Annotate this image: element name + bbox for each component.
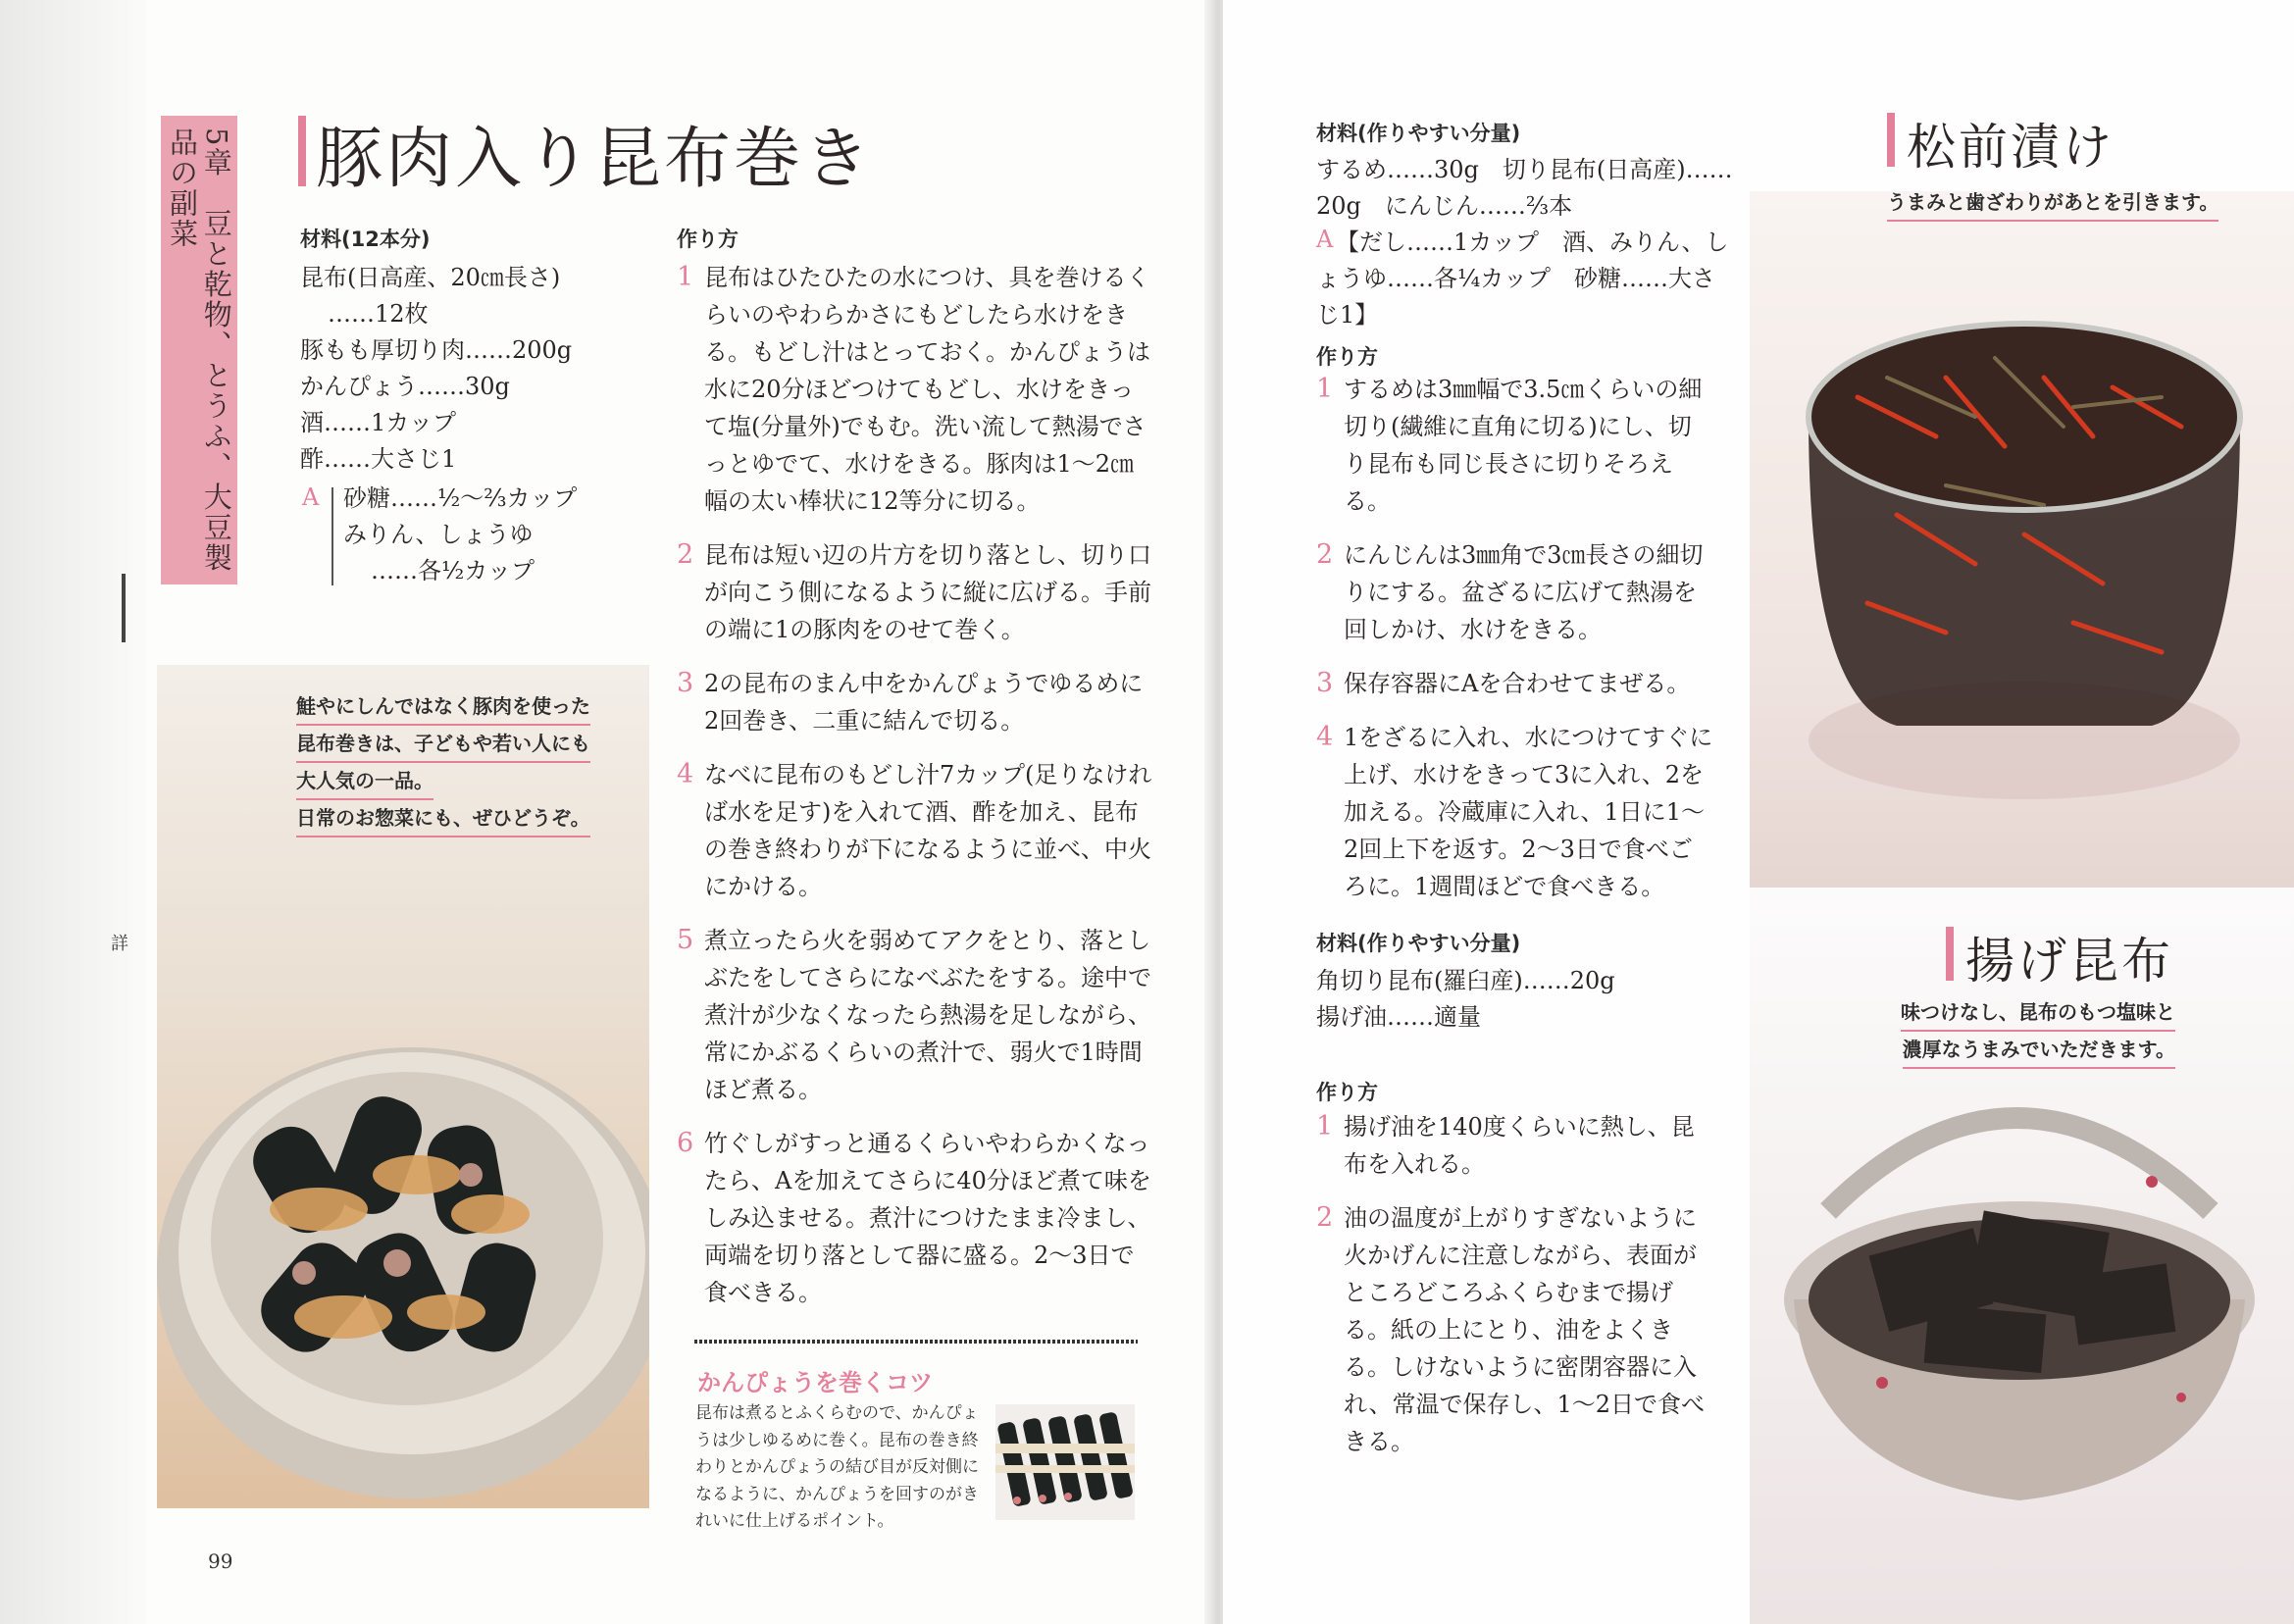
ingredient-item: かんぴょう……30g (300, 373, 510, 400)
step-text: なべに昆布のもどし汁7カップ(足りなければ水を足す)を入れて酒、酢を加え、昆布の巻き終わりが下になるように並べ、中火にかける。 (704, 761, 1152, 900)
step-number: 2 (1316, 539, 1334, 570)
ingredient-item: 揚げ油……適量 (1316, 1003, 1481, 1031)
recipe-title-pork-kombu: 豚肉入り昆布巻き (316, 121, 874, 198)
step-number: 5 (677, 925, 694, 955)
seasoning-item: みりん、しょうゆ (343, 521, 534, 548)
step-text: 1をざるに入れ、水につけてすぐに上げ、水けをきって3に入れ、2を加える。冷蔵庫に入れ、1日に1～2回上下を返す。2～3日で食べごろに。1週間ほどで食べきる。 (1344, 724, 1713, 900)
step-number: 1 (677, 262, 694, 292)
step-text: 昆布は短い辺の片方を切り落とし、切り口が向こう側になるように縦に広げる。手前の端に1の豚肉をのせて巻く。 (704, 541, 1151, 643)
method-step (1316, 665, 1713, 702)
step-number: 4 (677, 759, 694, 789)
ingredients-heading: 材料(作りやすい分量) (1316, 932, 1521, 955)
method-step (1316, 1199, 1713, 1460)
method-step (677, 756, 1152, 905)
tagline-line: 昆布巻きは、子どもや若い人にも (296, 726, 590, 763)
tagline-line: 大人気の一品。 (296, 763, 433, 800)
method-step (677, 665, 1152, 739)
chapter-tab (161, 116, 237, 584)
ingredient-item: 角切り昆布(羅臼産)……20g (1316, 967, 1615, 994)
step-number: 1 (1316, 1111, 1334, 1142)
seasoning-text: 【だし……1カップ 酒、みりん、し (1336, 228, 1729, 256)
recipe-title-fried-kombu: 揚げ昆布 (1965, 933, 2173, 990)
method-steps (1316, 371, 1713, 922)
step-number: 3 (677, 668, 694, 698)
tip-rolls-illustration (995, 1404, 1135, 1520)
tagline-line: 鮭やにしんではなく豚肉を使った (296, 688, 590, 726)
seasoning-a-label: A (1316, 226, 1334, 253)
method-step (677, 259, 1152, 520)
ingredients-list (1316, 152, 1733, 225)
method-heading: 作り方 (1316, 345, 1378, 369)
seasoning-a-list (343, 481, 577, 589)
ingredient-item: 昆布(日高産、20㎝長さ) (300, 264, 561, 291)
step-text: 油の温度が上がりすぎないように火かげんに注意しながら、表面がところどころふくらむまで揚げる。紙の上にとり、油をよくきる。しけないように密閉容器に入れ、常温で保存し、1～2日で食べきる。 (1344, 1204, 1705, 1455)
step-number: 4 (1316, 722, 1334, 752)
step-number: 3 (1316, 668, 1334, 698)
step-text: 2の昆布のまん中をかんぴょうでゆるめに2回巻き、二重に結んで切る。 (704, 670, 1144, 735)
recipe-tagline (296, 688, 590, 837)
step-text: するめは3㎜幅で3.5㎝くらいの細切り(繊維に直角に切る)にし、切り昆布も同じ長さに切りそろえる。 (1344, 376, 1703, 515)
method-steps (1316, 1108, 1713, 1477)
tip-photo (995, 1404, 1135, 1520)
method-heading: 作り方 (677, 228, 739, 251)
method-step (677, 922, 1152, 1108)
dish-photo-matsumae (1750, 191, 2294, 888)
seasoning-a-bracket (331, 487, 333, 585)
step-text: 竹ぐしがすっと通るくらいやわらかくなったら、Aを加えてさらに40分ほど煮て味をしみ込ませる。煮汁につけたまま冷まし、両端を切り落として器に盛る。2～3日で食べきる。 (704, 1130, 1151, 1306)
edge-mark (122, 574, 126, 642)
recipe-subtitle (1901, 994, 2175, 1069)
seasoning-item: 砂糖……½～⅔カップ (343, 484, 578, 512)
subtitle-line: 濃厚なうまみでいただきます。 (1903, 1032, 2175, 1069)
step-text: 煮立ったら火を弱めてアクをとり、落としぶたをしてさらになべぶたをする。途中で煮汁が少なくなったら熱湯を足しながら、常にかぶるくらいの煮汁で、弱火で1時間ほど煮る。 (704, 927, 1151, 1103)
method-step (1316, 1108, 1713, 1183)
method-steps (677, 259, 1152, 1328)
step-number: 2 (1316, 1202, 1334, 1233)
seasoning-item: ……各½カップ (371, 557, 535, 584)
ingredients-list (300, 260, 572, 478)
subtitle-line: うまみと歯ざわりがあとを引きます。 (1887, 184, 2218, 222)
glass-bowl-illustration (1750, 191, 2294, 888)
ingredients-list (1316, 963, 1615, 1036)
chapter-label: 5章 豆と乾物、とうふ、大豆製品の副菜 (166, 127, 233, 574)
method-heading: 作り方 (1316, 1081, 1378, 1104)
edge-character: 詳 (111, 934, 128, 954)
tip-text: 昆布は煮るとふくらむので、かんぴょうは少しゆるめに巻く。昆布の巻き終わりとかんぴょうの結び目が反対側になるように、かんぴょうを回すのがきれいに仕上げるポイント。 (695, 1403, 979, 1531)
title-accent-bar (1887, 113, 1895, 167)
ingredient-item: ……12枚 (328, 300, 429, 328)
title-accent-bar (298, 116, 306, 186)
ingredient-item: 酒……1カップ (300, 409, 457, 436)
step-text: 揚げ油を140度くらいに熱し、昆布を入れる。 (1344, 1113, 1695, 1178)
tagline-line: 日常のお惣菜にも、ぜひどうぞ。 (296, 800, 590, 837)
ingredient-item: するめ……30g 切り昆布(日高産)…… (1316, 156, 1733, 183)
ingredient-item: 酢……大さじ1 (300, 445, 457, 473)
ingredients-heading: 材料(12本分) (300, 228, 431, 251)
page-number: 99 (208, 1549, 233, 1573)
step-text: にんじんは3㎜角で3㎝長さの細切りにする。盆ざるに広げて熱湯を回しかけ、水けをきる。 (1344, 541, 1704, 643)
step-text: 保存容器にAを合わせてまぜる。 (1344, 670, 1691, 697)
method-step (677, 1125, 1152, 1311)
step-number: 2 (677, 539, 694, 570)
method-step (1316, 371, 1713, 520)
ingredient-item: 20g にんじん……⅔本 (1316, 192, 1573, 220)
ingredients-heading: 材料(作りやすい分量) (1316, 122, 1521, 145)
ingredient-item: 豚もも厚切り肉……200g (300, 336, 573, 364)
seasoning-text: じ1】 (1316, 301, 1379, 329)
title-accent-bar (1946, 927, 1954, 981)
step-number: 1 (1316, 374, 1334, 404)
step-text: 昆布はひたひたの水につけ、具を巻けるくらいのやわらかさにもどしたら水けをきる。もどし汁はとっておく。かんぴょうは水に20分ほどつけてもどし、水けをきって塩(分量外)でもむ。洗い流して熱湯でさっとゆでて、水けをきる。豚肉は1～2㎝幅の太い棒状に12等分に切る。 (704, 264, 1151, 515)
step-number: 6 (677, 1128, 694, 1158)
tip-title: かんぴょうを巻くコツ (697, 1369, 933, 1396)
method-step (1316, 719, 1713, 905)
tip-divider (694, 1340, 1138, 1344)
seasoning-a-label: A (302, 483, 320, 511)
dish-photo-pork-kombu (157, 665, 649, 1508)
seasoning-text: ょうゆ……各¼カップ 砂糖……大さ (1316, 265, 1716, 292)
method-step (1316, 536, 1713, 648)
subtitle-line: 味つけなし、昆布のもつ塩味と (1901, 994, 2175, 1032)
method-step (677, 536, 1152, 648)
recipe-subtitle (1887, 184, 2218, 222)
previous-page-edge (0, 0, 147, 1624)
recipe-title-matsumae: 松前漬け (1907, 119, 2115, 176)
seasoning-a-list (1316, 225, 1729, 333)
